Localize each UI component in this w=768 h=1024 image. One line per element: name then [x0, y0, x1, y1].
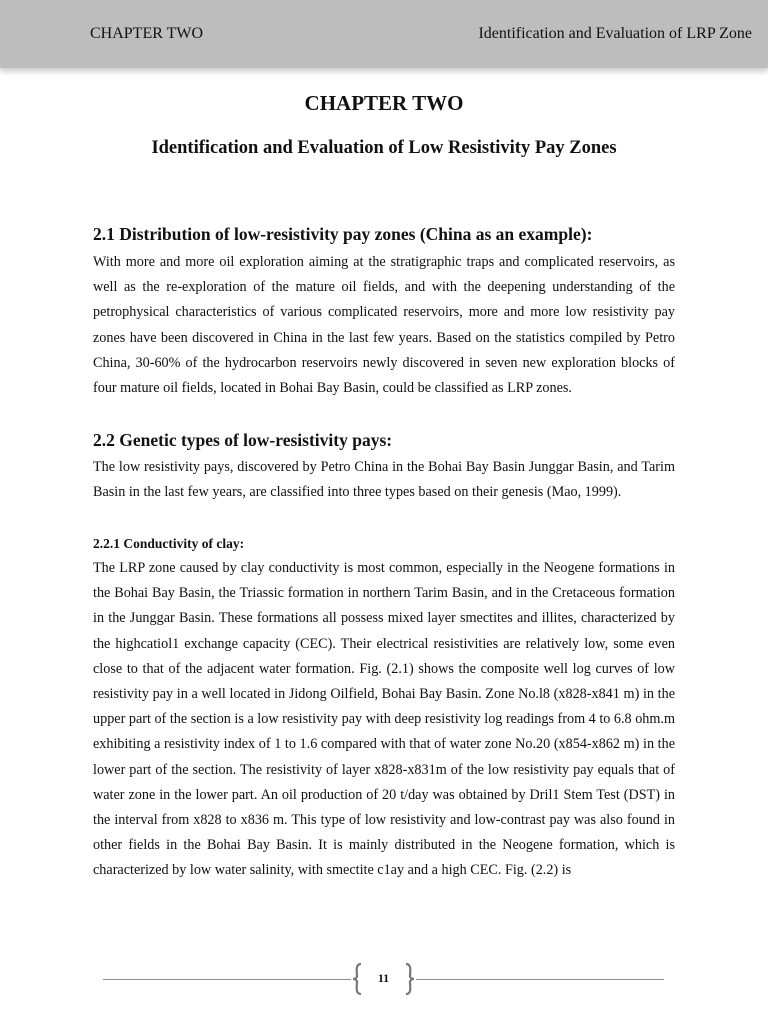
section-2-2-paragraph: The low resistivity pays, discovered by Petro China in the Bohai Bay Basin Junggar Basin, and Tarim Basin in the last few years, are classified into three types based on their genesis (Mao, 1999).: [93, 459, 675, 501]
chapter-title: CHAPTER TWO: [304, 91, 464, 115]
page-number: 11: [377, 971, 390, 985]
chapter-subtitle: Identification and Evaluation of Low Resistivity Pay Zones: [151, 138, 617, 158]
footer-rule-right: [416, 979, 664, 980]
running-header: [0, 0, 768, 68]
section-2-2-1-paragraph: The LRP zone caused by clay conductivity is most common, especially in the Neogene formations in the Bohai Bay Basin, the Triassic formation in northern Tarim Basin, and in the Cretaceous formation in the Junggar Basin. These formations all possess mixed layer smectites and illites, characterized by the highcatiol1 exchange capacity (CEC). Their electrical resistivities are relatively low, some even close to that of the adjacent water formation. Fig. (2.1) shows the composite well log curves of low resistivity pay in a well located in Jidong Oilfield, Bohai Bay Basin. Zone No.l8 (x828-x841 m) in the upper part of the section is a low resistivity pay with deep resistivity log readings from 4 to 6.8 ohm.m exhibiting a resistivity index of 1 to 1.6 compared with that of water zone No.20 (x854-x862 m) in the lower part of the section. The resistivity of layer x828-x831m of the low resistivity pay equals that of water zone in the lower part. An oil production of 20 t/day was obtained by Dril1 Stem Test (DST) in the interval from x828 to x836 m. This type of low resistivity and low-contrast pay was also found in other fields in the Bohai Bay Basin. It is mainly distributed in the Neogene formation, which is characterized by low water salinity, with smectite c1ay and a high CEC. Fig. (2.2) is: [93, 560, 675, 879]
footer-rule-left: [103, 979, 351, 980]
section-2-2-1-heading: 2.2.1 Conductivity of clay:: [93, 536, 245, 551]
section-2-1-paragraph: With more and more oil exploration aiming at the stratigraphic traps and complicated reservoirs, as well as the re-exploration of the mature oil fields, and with the deepening understanding of the petrophysical characteristics of various complicated reservoirs, more and more low resistivity pay zones have been discovered in China in the last few years. Based on the statistics compiled by Petro China, 30-60% of the hydrocarbon reservoirs newly discovered in seven new exploration blocks of four mature oil fields, located in Bohai Bay Basin, could be classified as LRP zones.: [93, 254, 675, 397]
section-2-1-heading: 2.1 Distribution of low-resistivity pay zones (China as an example):: [93, 224, 593, 244]
header-chapter-label: CHAPTER TWO: [90, 25, 204, 42]
page-number-ornament: [351, 962, 416, 996]
header-section-label: Identification and Evaluation of LRP Zone: [478, 25, 752, 42]
section-2-2-heading: 2.2 Genetic types of low-resistivity pays:: [93, 430, 393, 450]
